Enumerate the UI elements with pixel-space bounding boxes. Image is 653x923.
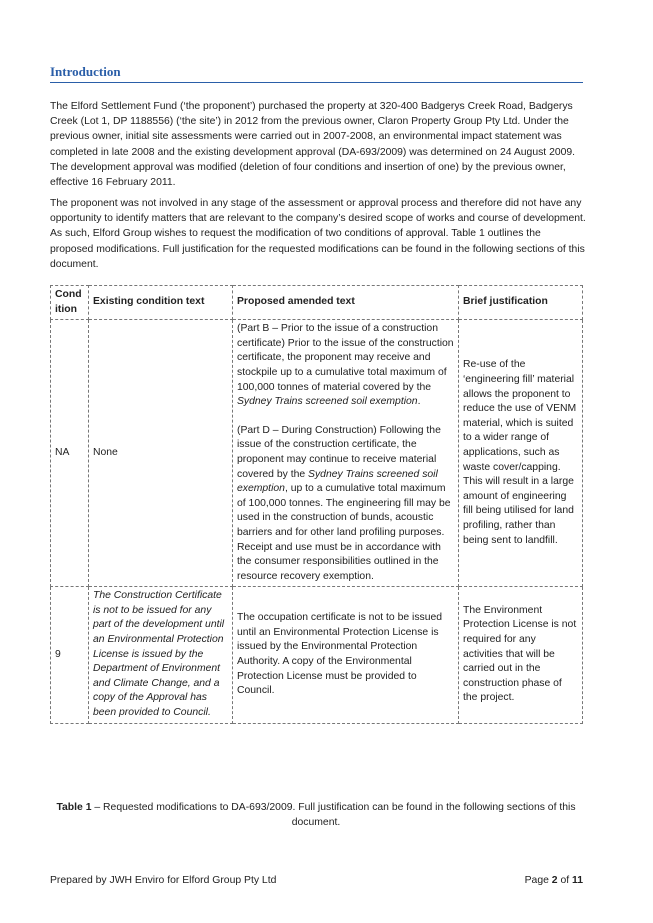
footer-page-number <box>525 875 583 886</box>
header-justification: Brief justification <box>459 286 583 320</box>
intro-paragraph-2: The proponent was not involved in any stage of the assessment or approval process and therefore did not have any opportunity to identify matters that are relevant to the company’s desired scope of works and course of development. As such, Elford Group wishes to request the modification of two conditions of approval. Table 1 outlines the proposed modifications. Full justification for the requested modifications can be found in the following sections of this document. <box>50 198 586 270</box>
header-proposed: Proposed amended text <box>233 286 459 320</box>
page-sep: of <box>557 875 573 886</box>
header-existing: Existing condition text <box>89 286 233 320</box>
caption-text: – Requested modifications to DA-693/2009. Full justification can be found in the following sections of this document. <box>91 802 576 828</box>
header-condition: Condition <box>51 286 89 320</box>
table-header-row <box>51 286 583 320</box>
caption-label: Table 1 <box>56 802 92 813</box>
footer-prepared-by: Prepared by JWH Enviro for Elford Group Pty Ltd <box>50 875 277 886</box>
cell-proposed <box>233 320 459 587</box>
proposed-part-d-text: (Part D – During Construction) Following the issue of the construction certificate, the proponent may continue to receive material covered by the <box>237 424 441 480</box>
section-heading <box>50 64 583 83</box>
cell-existing: None <box>89 320 233 587</box>
cell-proposed: The occupation certificate is not to be issued until an Environmental Protection License is issued by the Environmental Protection Authority. A copy of the Environmental Protection License must be provided to Council. <box>233 587 459 723</box>
intro-paragraph-1: The Elford Settlement Fund (‘the proponent’) purchased the property at 320-400 Badgerys Creek Road, Badgerys Creek (Lot 1, DP 1188556) (‘the site’) in 2012 from the previous owner, Claron Property Group Pty Ltd. Under the previous owner, initial site assessments were carried out in 2007-2008, an environmental impact statement was completed in late 2008 and the existing development approval (DA-693/2009) was determined on 24 August 2009. The development approval was modified (deletion of four conditions and insertion of one) by the previous owner, effective 16 February 2011. <box>50 101 576 189</box>
proposed-part-b-end: . <box>417 396 421 408</box>
page-current: 2 <box>551 875 558 886</box>
cell-justification: The Environment Protection License is not required for any activities that will be carried out in the construction phase of the project. <box>459 587 583 723</box>
proposed-part-b-text: (Part B – Prior to the issue of a construction certificate) Prior to the issue of the construction certificate, the proponent may receive and stockpile up to a cumulative total maximum of 100,000 tonnes of material covered by the <box>237 323 454 393</box>
page-total: 11 <box>572 875 583 886</box>
modifications-table <box>50 285 583 724</box>
table-row <box>51 587 583 723</box>
proposed-part-b <box>237 322 454 410</box>
proposed-part-d-exemption: Sydney Trains screened soil exemption <box>237 468 438 495</box>
cell-condition: 9 <box>51 587 89 723</box>
proposed-part-d <box>237 424 454 585</box>
proposed-part-b-exemption: Sydney Trains screened soil exemption <box>237 396 418 408</box>
paragraph-gap <box>237 410 454 424</box>
cell-existing: The Construction Certificate is not to be issued for any part of the development until an Environmental Protection License is issued by the Department of Environment and Climate Change, and a copy of the Approval has been provided to Council. <box>89 587 233 723</box>
table-row <box>51 320 583 587</box>
heading-text: Introduction <box>50 64 121 79</box>
page-prefix: Page <box>524 875 552 886</box>
table-caption <box>50 800 582 830</box>
cell-condition: NA <box>51 320 89 587</box>
cell-justification: Re-use of the ‘engineering fill’ material allows the proponent to reduce the use of VENM material, which is suited to a wider range of applications, such as waste cover/capping. This will result in a large amount of engineering fill being utilised for land profiling, rather than being sent to landfill. <box>459 320 583 587</box>
proposed-part-d-end: , up to a cumulative total maximum of 100,000 tonnes. The engineering fill may be used in the construction of bunds, acoustic barriers and for other land profiling purposes. Receipt and use must be in accordance with the consumer responsibilities outlined in the resource recovery exemption. <box>237 483 451 582</box>
